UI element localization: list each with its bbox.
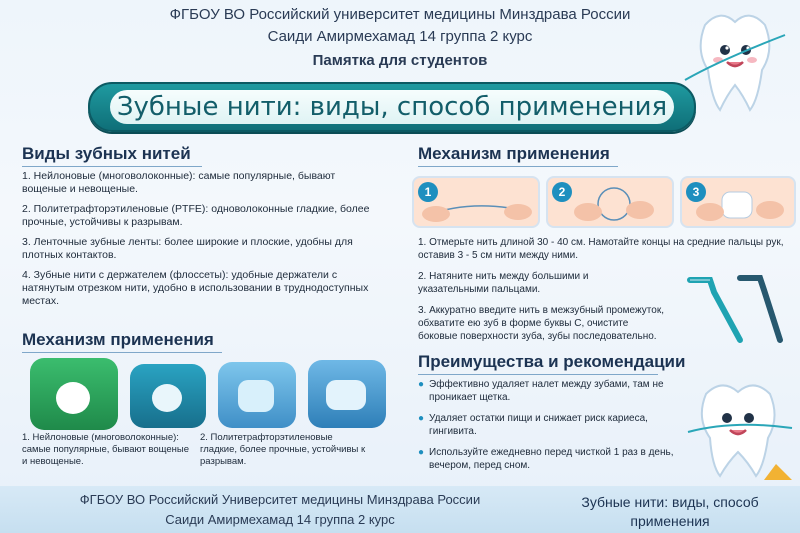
- header-line-1: ФГБОУ ВО Российский университет медицины Минздрава России: [169, 6, 631, 23]
- advantages-list: [418, 378, 680, 472]
- bullet-icon: ●: [418, 413, 425, 424]
- bullet-icon: ●: [418, 447, 425, 458]
- step-number-3: 3: [686, 182, 706, 202]
- types-item-2: 2. Политетрафторэтиленовые (PTFE): одноволоконные гладкие, более прочные, устойчивы к разрывам.: [22, 203, 370, 228]
- header-line-2: Саиди Амирмехамад 14 группа 2 курс: [267, 28, 533, 45]
- types-item-3: 3. Ленточные зубные ленты: более широкие и плоские, удобны для плотных контактов.: [22, 236, 353, 261]
- products-section-title: Механизм применения: [22, 330, 214, 349]
- flosser-icon: [680, 270, 790, 350]
- types-item-1: 1. Нейлоновые (многоволоконные): самые популярные, бывают вощеные и невощеные.: [22, 170, 336, 195]
- advantage-item-2: Удаляет остатки пищи и снижает риск кариеса, гингивита.: [429, 413, 648, 437]
- mechanism-section-title: Механизм применения: [418, 144, 610, 163]
- footer-left-line-1: ФГБОУ ВО Российский Университет медицины Минздрава России: [79, 492, 481, 507]
- step-number-2: 2: [552, 182, 572, 202]
- dental-floss-blue-icon: [308, 360, 386, 428]
- advantages-section-title: Преимущества и рекомендации: [418, 352, 686, 371]
- advantage-item-3: Используйте ежедневно перед чисткой 1 раз в день, вечером, перед сном.: [429, 447, 674, 471]
- types-list: [22, 170, 382, 308]
- footer-right-line-2: применения: [630, 513, 710, 529]
- step-card-3: [680, 176, 796, 228]
- types-section-title: Виды зубных нитей: [22, 144, 191, 163]
- mechanism-item-2: 2. Натяните нить между большими и указательными пальцами.: [418, 271, 589, 295]
- mechanism-item-1: 1. Отмерьте нить длиной 30 - 40 см. Намотайте концы на средние пальцы рук, оставив 3 - 5 см нити между ними.: [418, 237, 784, 261]
- advantage-item-1: Эффективно удаляет налет между зубами, там не проникает щетка.: [429, 379, 664, 403]
- product-caption-2: 2. Политетрафторэтиленовые гладкие, более прочные, устойчивы к разрывам.: [200, 432, 366, 467]
- header-line-3: Памятка для студентов: [312, 52, 488, 69]
- tooth-mascot-icon: [680, 0, 790, 120]
- dental-floss-green-icon: [30, 358, 118, 430]
- footer-left-line-2: Саиди Амирмехамад 14 группа 2 курс: [165, 512, 395, 527]
- footer-right-line-1: Зубные нити: виды, способ: [581, 494, 759, 510]
- banner-title: Зубные нити: виды, способ применения: [110, 90, 674, 124]
- tooth-mascot-bottom-icon: [684, 372, 796, 484]
- product-images: [22, 352, 392, 434]
- step-card-1: [412, 176, 540, 228]
- product-caption-1: 1. Нейлоновые (многоволоконные): самые популярные, бывают вощеные и невощеные.: [22, 432, 190, 467]
- dental-floss-teal-icon: [130, 364, 206, 428]
- dental-floss-lightblue-icon: [218, 362, 296, 428]
- mechanism-item-3: 3. Аккуратно введите нить в межзубный промежуток, обхватите ею зуб в форме буквы С, очистите боковые поверхности зуба, зубы последовательно.: [418, 305, 664, 342]
- step-number-1: 1: [418, 182, 438, 202]
- step-card-2: [546, 176, 674, 228]
- types-item-4: 4. Зубные нити с держателем (флоссеты): удобные держатели с натянутым отрезком нити, удобно в использовании в труднодоступных местах.: [22, 269, 369, 307]
- bullet-icon: ●: [418, 379, 425, 390]
- footer: [0, 486, 800, 533]
- title-banner: [88, 82, 696, 132]
